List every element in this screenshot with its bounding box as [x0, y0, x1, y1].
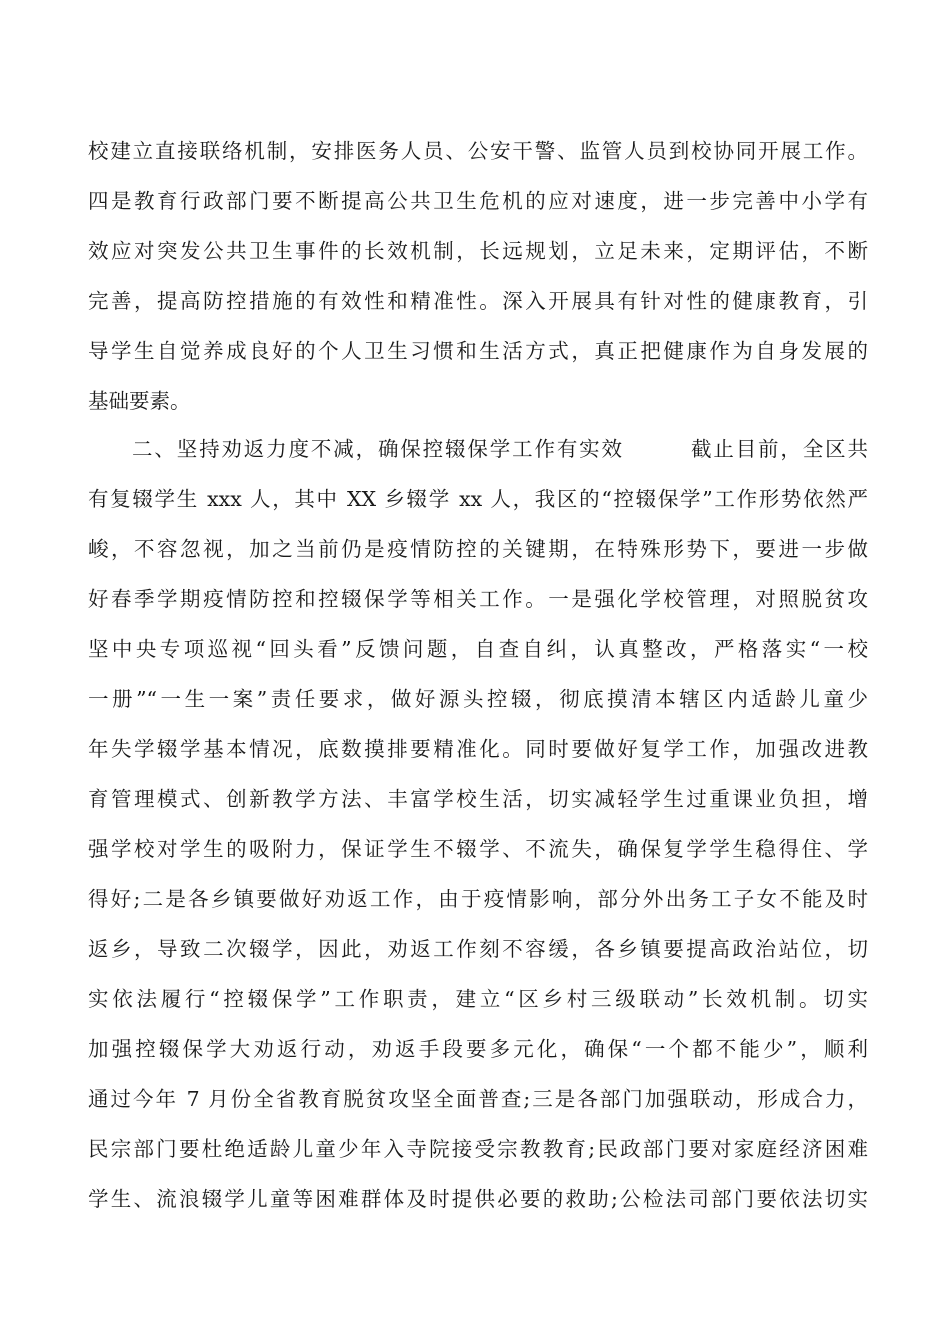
- text-line: 实依法履行“控辍保学”工作职责，建立“区乡村三级联动”长效机制。切实: [88, 987, 868, 1011]
- text-line: 学生、流浪辍学儿童等困难群体及时提供必要的救助;公检法司部门要依法切实: [88, 1187, 868, 1211]
- text-line: 坚中央专项巡视“回头看”反馈问题，自查自纠，认真整改，严格落实“一校: [88, 637, 868, 661]
- text-line: 导学生自觉养成良好的个人卫生习惯和生活方式，真正把健康作为自身发展的: [88, 339, 868, 363]
- text-line: 有复辍学生 xxx 人，其中 XX 乡辍学 xx 人，我区的“控辍保学”工作形势依然严: [88, 487, 868, 511]
- text-line: 返乡，导致二次辍学，因此，劝返工作刻不容缓，各乡镇要提高政治站位，切: [88, 937, 868, 961]
- text-line: 得好;二是各乡镇要做好劝返工作，由于疫情影响，部分外出务工子女不能及时: [88, 887, 868, 911]
- text-line: 基础要素。: [88, 389, 191, 413]
- text-line: 一册”“一生一案”责任要求，做好源头控辍，彻底摸清本辖区内适龄儿童少: [88, 687, 868, 711]
- text-line: 年失学辍学基本情况，底数摸排要精准化。同时要做好复学工作，加强改进教: [88, 737, 868, 761]
- text-line: 通过今年 7 月份全省教育脱贫攻坚全面普查;三是各部门加强联动，形成合力，: [88, 1087, 868, 1111]
- text-line: 校建立直接联络机制，安排医务人员、公安干警、监管人员到校协同开展工作。: [88, 139, 868, 163]
- text-line: 强学校对学生的吸附力，保证学生不辍学、不流失，确保复学学生稳得住、学: [88, 837, 868, 861]
- text-line: 四是教育行政部门要不断提高公共卫生危机的应对速度，进一步完善中小学有: [88, 189, 868, 213]
- text-line: 民宗部门要杜绝适龄儿童少年入寺院接受宗教教育;民政部门要对家庭经济困难: [88, 1137, 868, 1161]
- text-line: 好春季学期疫情防控和控辍保学等相关工作。一是强化学校管理，对照脱贫攻: [88, 587, 868, 611]
- text-line: 加强控辍保学大劝返行动，劝返手段要多元化，确保“一个都不能少”，顺利: [88, 1037, 868, 1061]
- text-line: 育管理模式、创新教学方法、丰富学校生活，切实减轻学生过重课业负担，增: [88, 787, 868, 811]
- text-line: 效应对突发公共卫生事件的长效机制，长远规划，立足未来，定期评估，不断: [88, 239, 868, 263]
- text-line: 完善，提高防控措施的有效性和精准性。深入开展具有针对性的健康教育，引: [88, 289, 868, 313]
- section-heading-line: 二、坚持劝返力度不减，确保控辍保学工作有实效 截止目前，全区共: [132, 437, 868, 461]
- text-line: 峻，不容忽视，加之当前仍是疫情防控的关键期，在特殊形势下，要进一步做: [88, 537, 868, 561]
